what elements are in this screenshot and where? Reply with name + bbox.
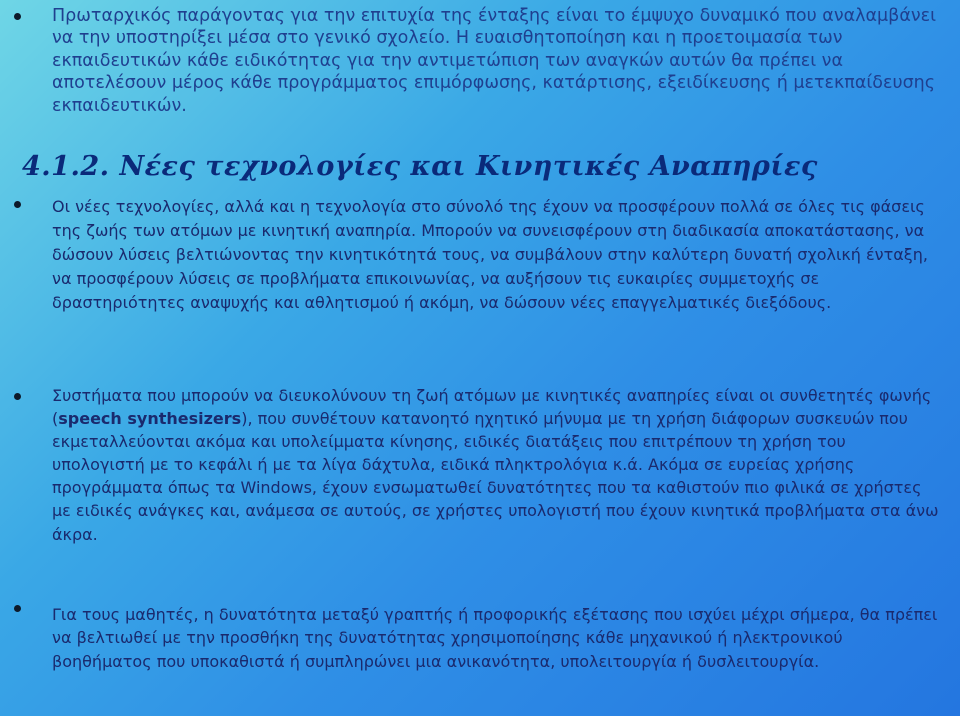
paragraph-students: Για τους μαθητές, η δυνατότητα μεταξύ γραπτής ή προφορικής εξέτασης που ισχύει μέχρι σήμερα, θα πρέπει να βελτιωθεί με την προσθήκη της δυνατότητας χρησιμοποίησης κάθε μηχανικού ή ηλεκτρονικού βοηθήματος που υποκαθιστά ή συμπληρώνει μια ανικανότητα, υπολειτουργία ή δυσλειτουργία.: [52, 605, 938, 671]
intro-paragraph: Πρωταρχικός παράγοντας για την επιτυχία της ένταξης είναι το έμψυχο δυναμικό που αναλαμβάνει να την υποστηρίξει μέσα στο γενικό σχολείο. Η ευαισθητοποίηση και η προετοιμασία των εκπαιδευτικών κάθε ειδικότητας για την αντιμετώπιση των αναγκών αυτών θα πρέπει να αποτελέσουν μέρος κάθε προγράμματος επιμόρφωσης, κατάρτισης, εξειδίκευσης ή μετεκπαίδευσης εκπαιδευτικών.: [52, 6, 937, 116]
section-heading: 4.1.2. Νέες τεχνολογίες και Κινητικές Αναπηρίες: [22, 151, 818, 182]
paragraph-systems-text-after: ), που συνθέτουν κατανοητό ηχητικό μήνυμα με τη χρήση διάφορων συσκευών που εκμεταλλεύονται ακόμα και υπολείμματα κίνησης, ειδικές διατάξεις που επιτρέπουν τη χρήση του υπολογιστή με το κεφάλι ή με τα λίγα δάχτυλα, ειδικά πληκτρολόγια κ.ά. Ακόμα σε ευρείας χρήσης προγράμματα όπως τα Windows, έχουν ενσωματωθεί δυνατότητες που τα καθιστούν πιο φιλικά σε χρήστες με ειδικές ανάγκες και, ανάμεσα σε αυτούς, σε χρήστες υπολογιστή που έχουν κινητικά προβλήματα στα άνω άκρα.: [52, 409, 939, 544]
paragraph-systems-text-before: Συστήματα που μπορούν να διευκολύνουν τη ζωή ατόμων με κινητικές αναπηρίες είναι οι συνθετητές φωνής (: [52, 386, 932, 429]
paragraph-technologies: Οι νέες τεχνολογίες, αλλά και η τεχνολογία στο σύνολό της έχουν να προσφέρουν πολλά σε όλες τις φάσεις της ζωής των ατόμων με κινητική αναπηρία. Μπορούν να συνεισφέρουν στη διαδικασία αποκατάστασης, να δώσουν λύσεις βελτιώνοντας την κινητικότητά τους, να συμβάλουν στην καλύτερη δυνατή σχολική ένταξη, να προσφέρουν λύσεις σε προβλήματα επικοινωνίας, να αυξήσουν τις ευκαιρίες συμμετοχής σε δραστηριότητες αναψυχής και αθλητισμού ή ακόμη, να δώσουν νέες επαγγελματικές διεξόδους.: [52, 197, 928, 312]
bullet-dot: [14, 393, 21, 400]
paragraph-systems: [52, 384, 942, 546]
bullet-dot: [14, 201, 21, 208]
bullet-dot: [14, 605, 21, 612]
bullet-dot: [14, 13, 21, 20]
speech-synthesizers-term: speech synthesizers: [58, 409, 242, 429]
